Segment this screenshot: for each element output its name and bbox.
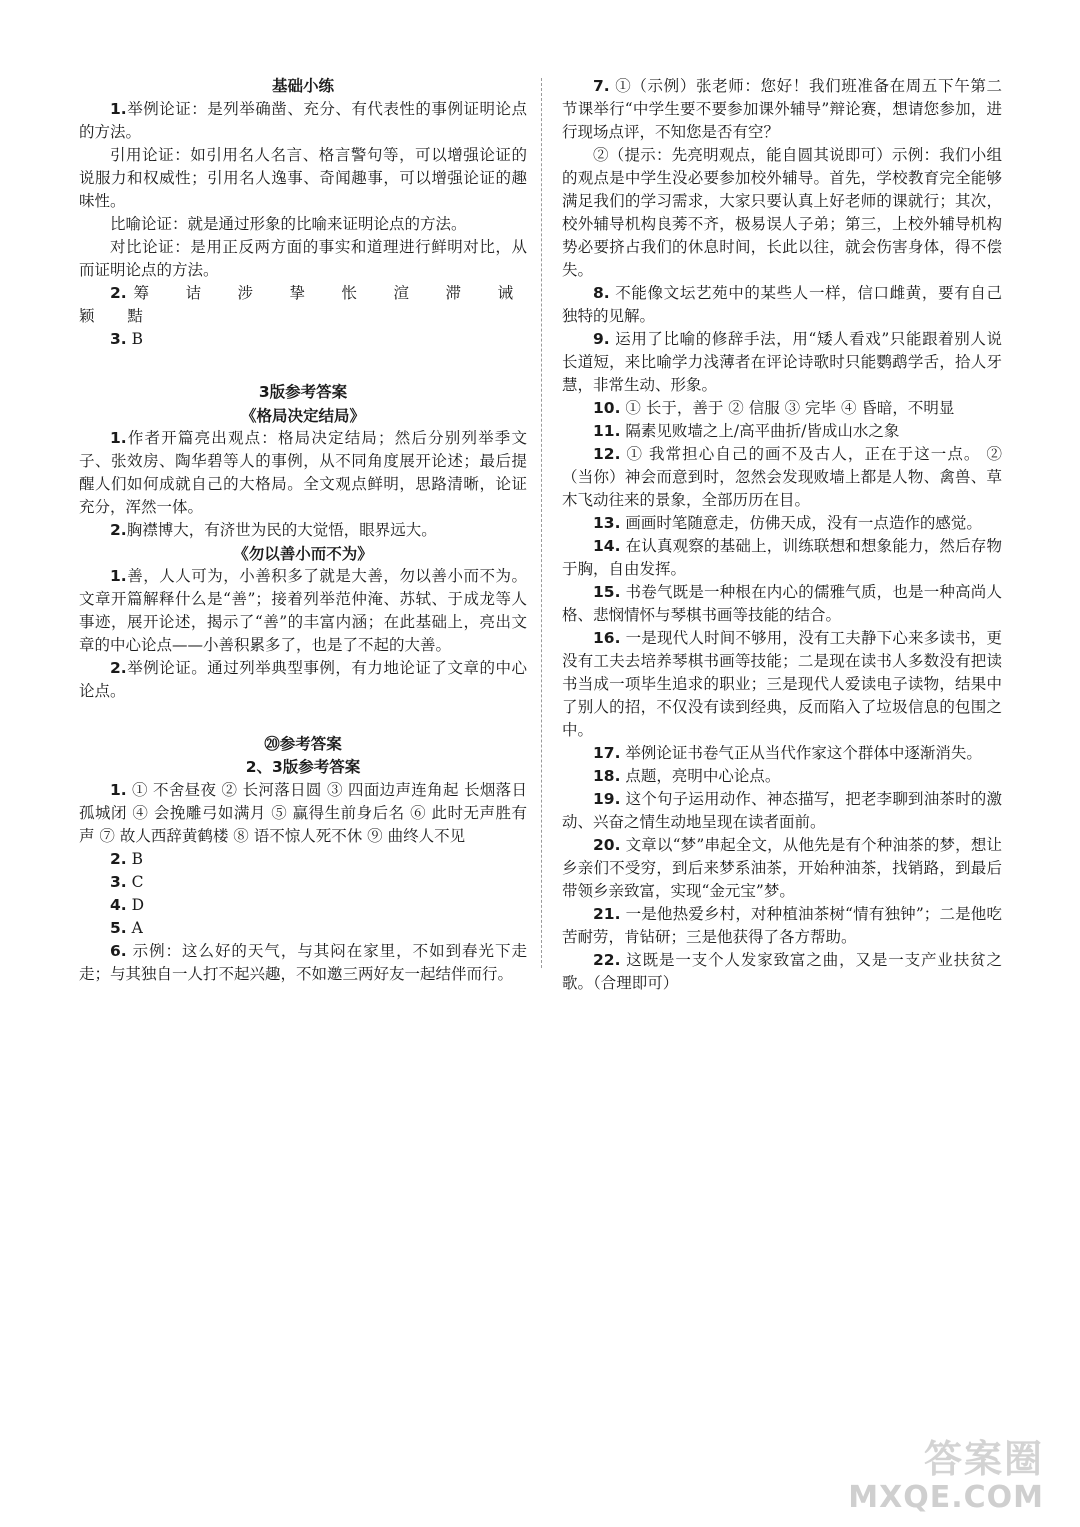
- answer-text: 一是他热爱乡村，对种植油茶树“情有独钟”；二是他吃苦耐劳，肯钻研；三是他获得了各方帮助。: [562, 905, 1002, 946]
- item-number: 19.: [593, 790, 621, 808]
- item-number: 18.: [593, 767, 621, 785]
- watermark-url: MXQE.COM: [848, 1480, 1044, 1515]
- answer-item: [562, 765, 1002, 788]
- item-number: 16.: [593, 629, 621, 647]
- answer-item: [79, 565, 527, 657]
- answer-text: 运用了比喻的修辞手法，用“矮人看戏”只能跟着别人说长道短，来比喻学力浅薄者在评论诗歌时只能鹦鹉学舌，拾人牙慧，非常生动、形象。: [562, 330, 1002, 394]
- answer-text: ① 长于，善于 ② 信服 ③ 完毕 ④ 昏暗，不明显: [625, 399, 955, 417]
- essay-title: 《格局决定结局》: [240, 406, 365, 425]
- item-number: 22.: [593, 951, 621, 969]
- answer-text: 不能像文坛艺苑中的某些人一样，信口雌黄，要有自己独特的见解。: [562, 284, 1002, 325]
- item-number: 1.: [110, 100, 127, 118]
- answer-item: [79, 98, 527, 144]
- answer-paragraph: 对比论证：是用正反两方面的事实和道理进行鲜明对比，从而证明论点的方法。: [79, 238, 527, 279]
- answer-item: [562, 512, 1002, 535]
- item-number: 17.: [593, 744, 621, 762]
- answer-text: 作者开篇亮出观点：格局决定结局；然后分别列举季文子、张效房、陶华碧等人的事例，从不同角度展开论述；最后提醒人们如何成就自己的大格局。全文观点鲜明，思路清晰，论证充分，浑然一体。: [79, 429, 527, 516]
- section-subtitle: 2、3版参考答案: [245, 758, 361, 776]
- answer-text: 筹 诘 涉 挚 怅 渲 滞 诫 颖 黠: [79, 284, 527, 325]
- answer-text: ① 我常担心自己的画不及古人，正在于这一点。 ②（当你）神会而意到时，忽然会发现败墙上都是人物、禽兽、草木飞动往来的景象，全部历历在目。: [562, 445, 1002, 509]
- answer-text: 书卷气既是一种根在内心的儒雅气质，也是一种高尚人格、悲悯情怀与琴棋书画等技能的结合。: [562, 583, 1002, 624]
- answer-text: B: [131, 850, 144, 868]
- item-number: 20.: [593, 836, 621, 854]
- answer-text: 示例：这么好的天气，与其闷在家里，不如到春光下走走；与其独自一人打不起兴趣，不如邀三两好友一起结伴而行。: [79, 942, 527, 983]
- section-title-basic: 基础小练: [271, 77, 334, 95]
- answer-item: [562, 627, 1002, 742]
- answer-item: [562, 581, 1002, 627]
- answer-item: [562, 282, 1002, 328]
- answer-text: C: [131, 873, 144, 891]
- answer-text: 这个句子运用动作、神态描写，把老李聊到油茶时的激动、兴奋之情生动地呈现在读者面前。: [562, 790, 1002, 831]
- answer-item: [562, 903, 1002, 949]
- item-number: 6.: [110, 942, 127, 960]
- answer-item: [79, 779, 527, 848]
- item-number: 1.: [110, 781, 127, 799]
- spacer: [79, 703, 527, 733]
- answer-item: [79, 917, 527, 940]
- answer-text: 隔素见败墙之上/高平曲折/皆成山水之象: [625, 422, 900, 440]
- answer-item: [562, 535, 1002, 581]
- answer-text: ① 不舍昼夜 ② 长河落日圆 ③ 四面边声连角起 长烟落日孤城闭 ④ 会挽雕弓如满月 ⑤ 赢得生前身后名 ⑥ 此时无声胜有声 ⑦ 故人西辞黄鹤楼 ⑧ 语不惊人死不休 ⑨ 曲终人不见: [79, 781, 527, 845]
- item-number: 2.: [110, 284, 127, 302]
- answer-item: [562, 834, 1002, 903]
- section-title-v3: 3版参考答案: [258, 383, 348, 401]
- item-number: 10.: [593, 399, 621, 417]
- item-number: 4.: [110, 896, 127, 914]
- item-number: 14.: [593, 537, 621, 555]
- answer-text: 画画时笔随意走，仿佛天成，没有一点造作的感觉。: [625, 514, 982, 532]
- answer-item: [79, 328, 527, 351]
- item-number: 21.: [593, 905, 621, 923]
- item-number: 13.: [593, 514, 621, 532]
- answer-text: 一是现代人时间不够用，没有工夫静下心来多读书，更没有工夫去培养琴棋书画等技能；二是现在读书人多数没有把读书当成一项毕生追求的职业；三是现代人爱读电子读物，结果中了别人的招，不仅没有读到经典，反而陷入了垃圾信息的包围之中。: [562, 629, 1002, 739]
- watermark: [848, 1437, 1044, 1515]
- item-number: 8.: [593, 284, 610, 302]
- answer-item: [562, 328, 1002, 397]
- answer-text: 举例论证。通过列举典型事例，有力地论证了文章的中心论点。: [79, 659, 527, 700]
- right-column: [562, 75, 1002, 995]
- answer-item: [79, 848, 527, 871]
- answer-item: [562, 788, 1002, 834]
- answer-item: [79, 282, 527, 328]
- item-number: 1.: [110, 567, 127, 585]
- answer-text: B: [131, 330, 144, 348]
- answer-item: [79, 871, 527, 894]
- answer-text: ①（示例）张老师：您好！我们班准备在周五下午第二节课举行“中学生要不要参加课外辅导”辩论赛，想请您参加，进行现场点评，不知您是否有空？: [562, 77, 1002, 141]
- item-number: 5.: [110, 919, 127, 937]
- item-number: 12.: [593, 445, 621, 463]
- essay-title: 《勿以善小而不为》: [233, 544, 373, 563]
- left-column: [79, 75, 527, 986]
- answer-text: 胸襟博大，有济世为民的大觉悟，眼界远大。: [126, 521, 437, 539]
- item-number: 3.: [110, 330, 127, 348]
- item-number: 1.: [110, 429, 127, 447]
- item-number: 2.: [110, 521, 127, 539]
- answer-item: [79, 940, 527, 986]
- watermark-logo: 答案圈: [923, 1437, 1044, 1481]
- answer-paragraph: 比喻论证：就是通过形象的比喻来证明论点的方法。: [110, 215, 467, 233]
- answer-item: [79, 427, 527, 519]
- column-divider: [541, 78, 542, 968]
- answer-text: 在认真观察的基础上，训练联想和想象能力，然后存物于胸，自由发挥。: [562, 537, 1002, 578]
- section-title-20: ⑳参考答案: [264, 735, 342, 753]
- answer-item: [562, 742, 1002, 765]
- item-number: 3.: [110, 873, 127, 891]
- spacer: [79, 351, 527, 381]
- item-number: 2.: [110, 850, 127, 868]
- answer-item: [562, 949, 1002, 995]
- answer-text: 善，人人可为，小善积多了就是大善，勿以善小而不为。文章开篇解释什么是“善”；接着列举范仲淹、苏轼、于成龙等人事迹，展开论述，揭示了“善”的丰富内涵；在此基础上，亮出文章的中心论点——小善积累多了，也是了不起的大善。: [79, 567, 527, 654]
- answer-item: [79, 657, 527, 703]
- item-number: 11.: [593, 422, 621, 440]
- answer-item: [562, 397, 1002, 420]
- answer-paragraph: ②（提示：先亮明观点，能自圆其说即可）示例：我们小组的观点是中学生没必要参加校外辅导。首先，学校教育完全能够满足我们的学习需求，大家只要认真上好老师的课就行；其次，校外辅导机构良莠不齐，极易误人子弟；第三，上校外辅导机构势必要挤占我们的休息时间，长此以往，就会伤害身体，得不偿失。: [562, 146, 1002, 279]
- answer-item: [562, 75, 1002, 144]
- answer-item: [79, 519, 527, 542]
- answer-item: [79, 894, 527, 917]
- answer-paragraph: 引用论证：如引用名人名言、格言警句等，可以增强论证的说服力和权威性；引用名人逸事、奇闻趣事，可以增强论证的趣味性。: [79, 146, 527, 210]
- item-number: 9.: [593, 330, 610, 348]
- answer-item: [562, 420, 1002, 443]
- answer-text: 文章以“梦”串起全文，从他先是有个种油茶的梦，想让乡亲们不受穷，到后来梦系油茶，开始种油茶，找销路，到最后带领乡亲致富，实现“金元宝”梦。: [562, 836, 1002, 900]
- answer-text: 举例论证书卷气正从当代作家这个群体中逐渐消失。: [625, 744, 982, 762]
- answer-text: 点题，亮明中心论点。: [625, 767, 781, 785]
- answer-text: 这既是一支个人发家致富之曲，又是一支产业扶贫之歌。（合理即可）: [562, 951, 1002, 992]
- answer-item: [562, 443, 1002, 512]
- item-number: 7.: [593, 77, 610, 95]
- answer-text: 举例论证：是列举确凿、充分、有代表性的事例证明论点的方法。: [79, 100, 527, 141]
- item-number: 15.: [593, 583, 621, 601]
- answer-text: D: [131, 896, 145, 914]
- item-number: 2.: [110, 659, 127, 677]
- answer-text: A: [131, 919, 143, 937]
